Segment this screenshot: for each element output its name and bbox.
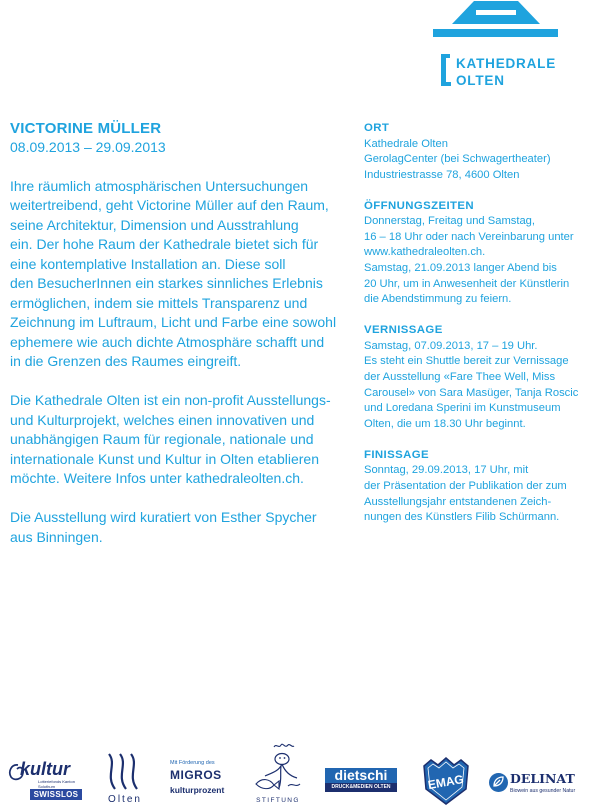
paragraph-line: ermöglichen, indem sie mittels Transparenz und xyxy=(10,294,308,311)
sketch-stroke xyxy=(288,784,300,786)
section-heading: ÖFFNUNGSZEITEN xyxy=(364,199,475,212)
paragraph-line: ephemere wie auch dichte Atmosphäre schafft und xyxy=(10,333,325,350)
section-line: 20 Uhr, um in Anwesenheit der Künstlerin xyxy=(364,277,570,290)
info-section-location xyxy=(364,120,586,183)
paragraph-line: aus Binningen. xyxy=(10,528,103,545)
exhibition-description xyxy=(10,119,355,547)
paragraph-line: eine kontemplative Installation an. Diese soll xyxy=(10,255,286,272)
artist-name: VICTORINE MÜLLER xyxy=(10,120,162,137)
wave-stroke xyxy=(120,754,126,789)
exhibition-info xyxy=(364,120,586,526)
section-line: Carousel» von Sara Masüger, Tanja Roscic xyxy=(364,386,579,399)
kultur-subtitle: Lotteriefonds Kanton Solothurn xyxy=(38,779,75,789)
section-line: der Präsentation der Publikation der zum xyxy=(364,480,567,492)
kultur-wordmark: kultur xyxy=(20,759,71,779)
dietschi-wordmark: dietschi xyxy=(325,768,397,783)
emag-wordmark: EMAG xyxy=(426,771,465,793)
paragraph-line: möchte. Weitere Infos unter kathedraleolten.ch. xyxy=(10,470,304,486)
sketch-eye xyxy=(279,757,281,759)
section-line: www.kathedraleolten.ch. xyxy=(364,246,486,259)
paragraph-line: internationale Kunst und Kultur in Olten etablieren xyxy=(10,450,319,467)
sponsor-stiftung-logo xyxy=(252,742,304,806)
paragraph-line: Ihre räumlich atmosphärischen Untersuchungen xyxy=(10,177,309,194)
paragraph-line: Die Kathedrale Olten ist ein non-profit Ausstellungs- xyxy=(10,392,331,408)
section-line: Donnerstag, Freitag und Samstag, xyxy=(364,215,536,228)
sketch-figure-icon xyxy=(252,742,304,796)
sponsor-olten-logo xyxy=(103,752,147,806)
sketch-eye xyxy=(284,757,286,759)
logo-window xyxy=(476,10,516,15)
sketch-stroke xyxy=(265,764,282,776)
section-line: die Abendstimmung zu feiern. xyxy=(364,293,512,306)
stiftung-wordmark: STIFTUNG xyxy=(256,797,300,804)
waves-icon xyxy=(103,752,147,792)
description-paragraph xyxy=(10,391,355,489)
section-heading: VERNISSAGE xyxy=(364,324,443,337)
building-icon xyxy=(430,0,562,92)
logo-line-1: KATHEDRALE xyxy=(456,56,556,71)
section-line: der Ausstellung «Fare Thee Well, Miss xyxy=(364,371,556,384)
section-heading: ORT xyxy=(364,122,390,134)
sponsor-kultur-swisslos-logo xyxy=(8,760,84,802)
sponsor-migros-logo xyxy=(168,758,230,800)
migros-intro: Mit Förderung des xyxy=(170,760,215,766)
sketch-fish xyxy=(256,780,279,789)
section-line: Samstag, 21.09.2013 langer Abend bis xyxy=(364,262,557,275)
logo-eave xyxy=(433,29,558,37)
swisslos-badge: SWISSLOS xyxy=(30,789,82,800)
info-section-finissage xyxy=(364,447,586,526)
paragraph-line: den BesucherInnen ein starkes sinnliches Erlebnis xyxy=(10,275,323,291)
sketch-stroke xyxy=(282,764,297,778)
paragraph-line: und Kulturprojekt, welches einen innovativen und xyxy=(10,411,315,428)
migros-wordmark: MIGROS xyxy=(170,768,222,782)
crest-icon xyxy=(421,756,471,806)
logo-line-2: OLTEN xyxy=(456,73,505,88)
delinat-circle xyxy=(489,773,508,792)
section-line: Ausstellungsjahr entstandenen Zeich- xyxy=(364,495,552,508)
section-line: Industriestrasse 78, 4600 Olten xyxy=(364,168,520,181)
paragraph-line: ein. Der hohe Raum der Kathedrale bietet sich für xyxy=(10,236,319,252)
paragraph-line: Die Ausstellung wird kuratiert von Esther Spycher xyxy=(10,509,317,525)
section-line: Sonntag, 29.09.2013, 17 Uhr, mit xyxy=(364,464,529,477)
sponsor-emag-logo xyxy=(421,756,471,806)
section-line: Samstag, 07.09.2013, 17 – 19 Uhr. xyxy=(364,339,538,352)
olten-wordmark: Olten xyxy=(108,794,142,805)
section-line: und Loredana Sperini im Kunstmuseum xyxy=(364,402,561,415)
sketch-head xyxy=(275,754,289,765)
wave-stroke xyxy=(109,754,115,789)
grape-leaf-icon xyxy=(488,772,509,793)
exhibition-dates: 08.09.2013 – 29.09.2013 xyxy=(10,139,166,155)
section-line: Kathedrale Olten xyxy=(364,137,448,150)
info-section-vernissage xyxy=(364,322,586,432)
migros-subtitle: kulturprozent xyxy=(170,785,225,795)
sketch-stroke xyxy=(274,744,294,747)
section-line: Olten, die um 18.30 Uhr beginnt. xyxy=(364,417,526,430)
paragraph-line: Zeichnung im Luftraum, Licht und Farbe eine sowohl xyxy=(10,314,337,330)
paragraph-line: weitertreibend, geht Victorine Müller auf den Raum, xyxy=(10,197,329,213)
delinat-subtitle: Biowein aus gesunder Natur xyxy=(510,788,576,794)
description-paragraph xyxy=(10,508,355,547)
kathedrale-olten-logo xyxy=(430,0,562,92)
sponsor-delinat-logo xyxy=(488,770,582,798)
dietschi-subtitle: DRUCK&MEDIEN OLTEN xyxy=(325,783,397,792)
logo-bracket xyxy=(441,54,451,86)
wave-stroke xyxy=(131,754,137,789)
paragraph-line: in die Grenzen des Raumes eingreift. xyxy=(10,353,242,369)
paragraph-line: unabhängigen Raum für regionale, nationale und xyxy=(10,431,314,447)
paragraph-line: seine Architektur, Dimension und Ausstrahlung xyxy=(10,216,299,233)
section-line: nungen des Künstlers Filib Schürmann. xyxy=(364,511,560,524)
section-line: 16 – 18 Uhr oder nach Vereinbarung unter xyxy=(364,230,574,243)
section-heading: FINISSAGE xyxy=(364,448,429,461)
sponsor-dietschi-logo xyxy=(325,768,397,792)
info-section-opening-hours xyxy=(364,198,586,308)
section-line: GerolagCenter (bei Schwagertheater) xyxy=(364,153,551,166)
section-line: Es steht ein Shuttle bereit zur Vernissage xyxy=(364,355,569,368)
description-paragraph xyxy=(10,177,355,372)
delinat-wordmark: DELINAT xyxy=(510,771,575,786)
